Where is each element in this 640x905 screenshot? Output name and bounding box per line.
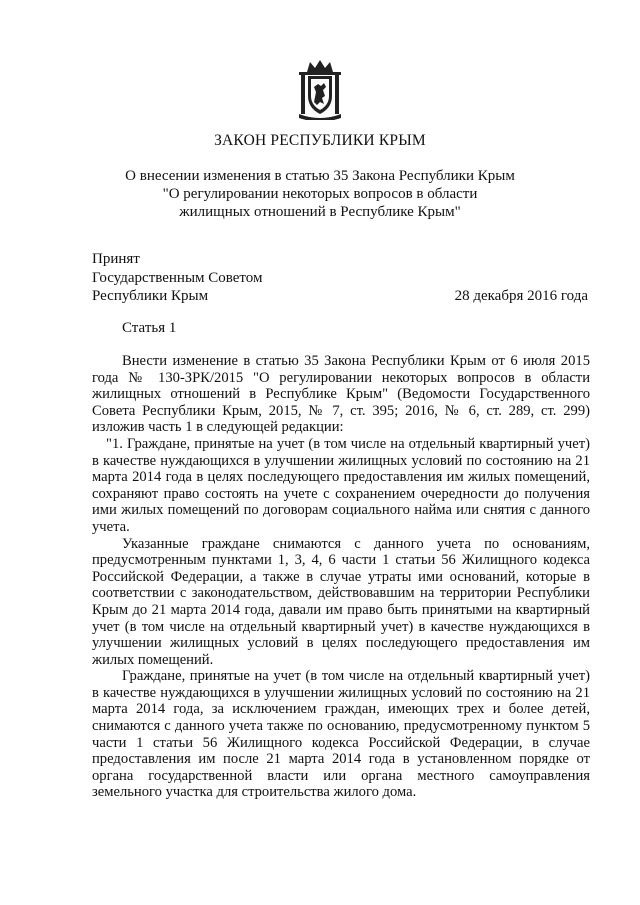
paragraph: Указанные граждане снимаются с данного учета по основаниям, предусмотренным пунктами 1, 3, 4, 6 части 1 статьи 56 Жилищного кодекса Российской Федерации, а также в случае утраты ими оснований, которые в соответствии с законодательством, действовавшим на территории Республики Крым до 21 марта 2014 года, давали им право быть принятыми на квартирный учет (в том числе на отдельный квартирный учет) в качестве нуждающихся в улучшении жилищных условий в целях последующего предоставления им жилых помещений. <box>92 535 590 668</box>
adopted-label: Принят <box>92 251 140 267</box>
article-heading: Статья 1 <box>122 320 177 336</box>
law-subtitle <box>100 167 540 221</box>
adoption-date: 28 декабря 2016 года <box>454 288 588 304</box>
paragraph: Граждане, принятые на учет (в том числе на отдельный квартирный учет) в качестве нуждающихся в улучшении жилищных условий по состоянию на 21 марта 2014 года, за исключением граждан, имеющих трех и более детей, снимаются с данного учета также по основанию, предусмотренному пунктом 5 части 1 статьи 56 Жилищного кодекса Российской Федерации, в случае предоставления им после 21 марта 2014 года в установленном порядке от органа государственной власти или органа местного самоуправления земельного участка для строительства жилого дома. <box>92 668 590 801</box>
subtitle-line: О внесении изменения в статью 35 Закона Республики Крым <box>125 168 515 184</box>
law-title: ЗАКОН РЕСПУБЛИКИ КРЫМ <box>214 132 426 149</box>
paragraph: "1. Граждане, принятые на учет (в том числе на отдельный квартирный учет) в качестве нуждающихся в улучшении жилищных условий по состоянию на 21 марта 2014 года в целях последующего предоставления им жилых помещений, сохраняют право состоять на учете с сохранением очередности до получения ими жилых помещений по договорам социального найма или снятия с данного учета. <box>92 435 590 535</box>
adopted-region: Республики Крым <box>92 288 209 304</box>
crimea-coat-of-arms-icon <box>297 58 343 120</box>
subtitle-line: жилищных отношений в Республике Крым" <box>179 204 461 220</box>
paragraph: Внести изменение в статью 35 Закона Республики Крым от 6 июля 2015 года № 130-ЗРК/2015 "О регулировании некоторых вопросов в области жилищных отношений в Республике Крым" (Ведомости Государственного Совета Республики Крым, 2015, № 7, ст. 395; 2016, № 6, ст. 289, ст. 299) изложив часть 1 в следующей редакции: <box>92 353 590 436</box>
article-body <box>92 353 590 801</box>
adopted-body: Государственным Советом <box>92 269 263 286</box>
adoption-block <box>92 250 263 306</box>
subtitle-line: "О регулировании некоторых вопросов в области <box>162 186 478 202</box>
